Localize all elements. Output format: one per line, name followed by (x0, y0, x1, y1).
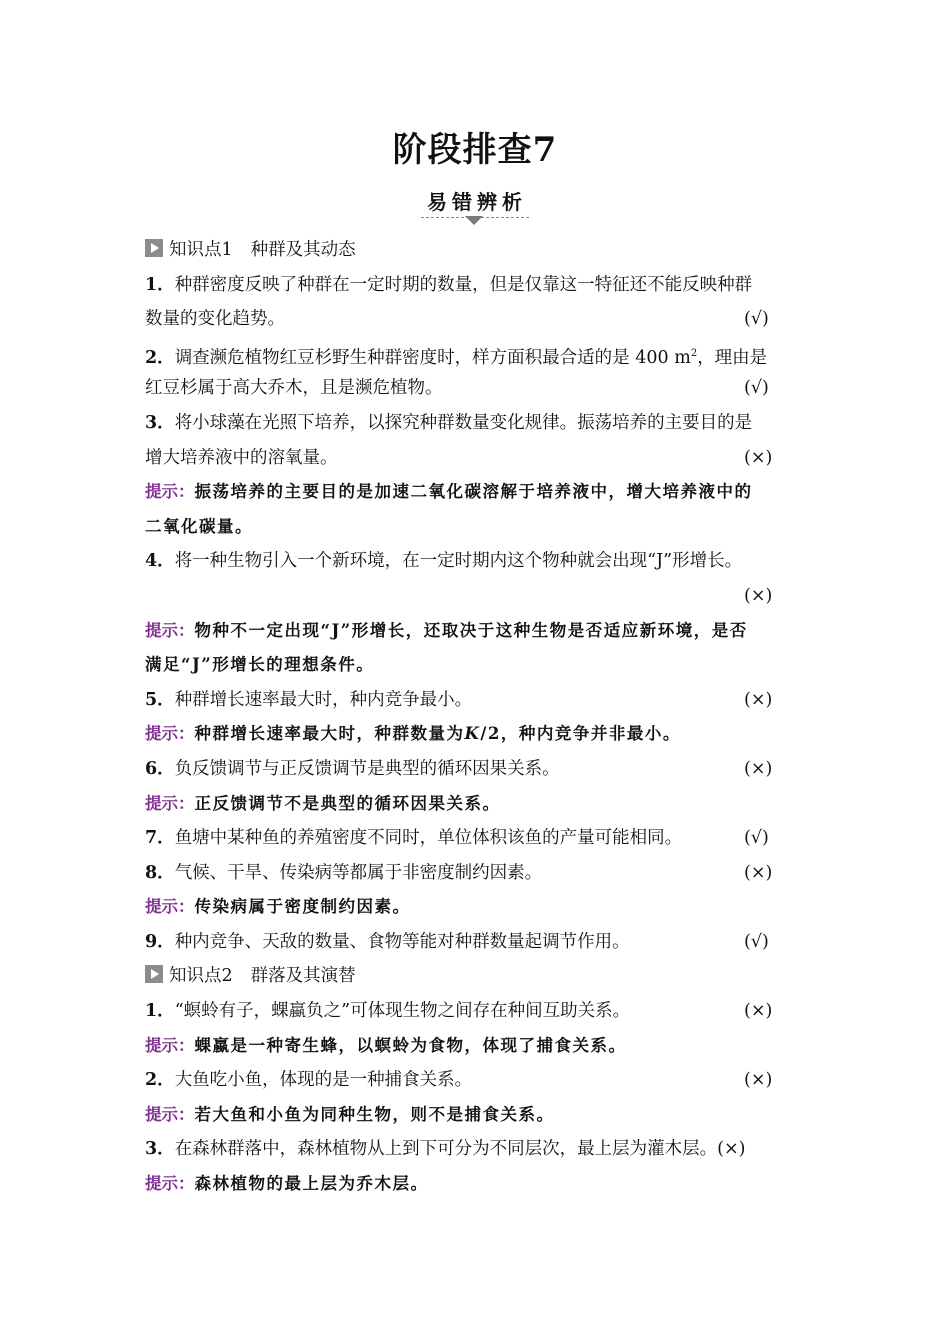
question-line: 5．种群增长速率最大时，种内竞争最小。 (×) (145, 683, 821, 718)
answer-mark: (√) (744, 931, 769, 952)
hint-line: 提示：森林植物的最上层为乔木层。 (145, 1174, 429, 1194)
play-icon (145, 239, 163, 257)
question-line: 2．调查濒危植物红豆杉野生种群密度时，样方面积最合适的是 400 $m^2$，理由是 (145, 347, 768, 368)
hint-line: 二氧化碳量。 (145, 516, 253, 536)
answer-mark: (×) (744, 862, 773, 883)
question-line: 6．负反馈调节与正反馈调节是典型的循环因果关系。 (×) (145, 752, 821, 787)
hint-label: 提示： (145, 1035, 195, 1055)
content (145, 233, 821, 1202)
hint-label: 提示： (145, 482, 195, 502)
hint-line: 提示：振荡培养的主要目的是加速二氧化碳溶解于培养液中，增大培养液中的 (145, 482, 753, 502)
answer-mark: (×) (744, 447, 773, 468)
page-title: 阶段排查7 (392, 130, 558, 170)
hint-label: 提示： (145, 1104, 195, 1124)
hint-line: 提示：种群增长速率最大时，种群数量为K/2，种内竞争并非最小。 (145, 724, 681, 744)
answer-mark: (√) (744, 309, 769, 330)
hint-label: 提示： (145, 1174, 195, 1194)
hint-label: 提示： (145, 620, 195, 640)
hint-line: 提示：若大鱼和小鱼为同种生物，则不是捕食关系。 (145, 1104, 555, 1124)
section-title: 群落及其演替 (250, 966, 356, 987)
subtitle: 易错辨析 (421, 186, 529, 218)
answer-mark: (×) (744, 758, 773, 779)
answer-mark: (×) (744, 1001, 773, 1022)
subtitle-triangle-icon (465, 216, 483, 225)
section-prefix: 知识点1 (169, 240, 233, 260)
question-line: 8．气候、干旱、传染病等都属于非密度制约因素。 (×) (145, 856, 821, 891)
answer-mark: (×) (744, 689, 773, 710)
hint-line: 提示：正反馈调节不是典型的循环因果关系。 (145, 793, 501, 813)
answer-mark: (√) (744, 828, 769, 849)
answer-mark: (×) (744, 1070, 773, 1091)
section-heading-1 (145, 233, 821, 268)
answer-mark: (√) (744, 378, 769, 399)
play-icon (145, 965, 163, 983)
question-line: 3．将小球藻在光照下培养，以探究种群数量变化规律。振荡培养的主要目的是 (145, 412, 753, 433)
hint-line: 提示：传染病属于密度制约因素。 (145, 897, 411, 917)
question-line: 3．在森林群落中，森林植物从上到下可分为不同层次，最上层为灌木层。(×) (145, 1139, 746, 1160)
hint-line: 提示：蜾蠃是一种寄生蜂，以螟蛉为食物，体现了捕食关系。 (145, 1035, 627, 1055)
hint-line: 满足“J”形增长的理想条件。 (145, 655, 375, 675)
hint-label: 提示： (145, 793, 195, 813)
section-title: 种群及其动态 (250, 240, 356, 260)
question-line: 1．种群密度反映了种群在一定时期的数量，但是仅靠这一特征还不能反映种群 (145, 274, 753, 295)
question-line: 1．“螟蛉有子，蜾蠃负之”可体现生物之间存在种间互助关系。 (×) (145, 994, 821, 1029)
section-prefix: 知识点2 (169, 966, 233, 987)
question-line: 增大培养液中的溶氧量。 (×) (145, 441, 821, 476)
subtitle-wrap (0, 186, 950, 218)
answer-mark: (×) (744, 585, 773, 606)
question-line: 4．将一种生物引入一个新环境，在一定时期内这个物种就会出现“J”形增长。 (145, 551, 743, 572)
hint-label: 提示： (145, 897, 195, 917)
question-line: 红豆杉属于高大乔木，且是濒危植物。 (√) (145, 371, 821, 406)
hint-line: 提示：物种不一定出现“J”形增长，还取决于这种生物是否适应新环境，是否 (145, 620, 748, 640)
question-line: 数量的变化趋势。 (√) (145, 302, 821, 337)
question-line (145, 579, 821, 614)
hint-label: 提示： (145, 724, 195, 744)
question-line: 7．鱼塘中某种鱼的养殖密度不同时，单位体积该鱼的产量可能相同。 (√) (145, 821, 821, 856)
question-line: 9．种内竞争、天敌的数量、食物等能对种群数量起调节作用。 (√) (145, 925, 821, 960)
section-heading-2 (145, 959, 821, 994)
question-line: 2．大鱼吃小鱼，体现的是一种捕食关系。 (×) (145, 1063, 821, 1098)
